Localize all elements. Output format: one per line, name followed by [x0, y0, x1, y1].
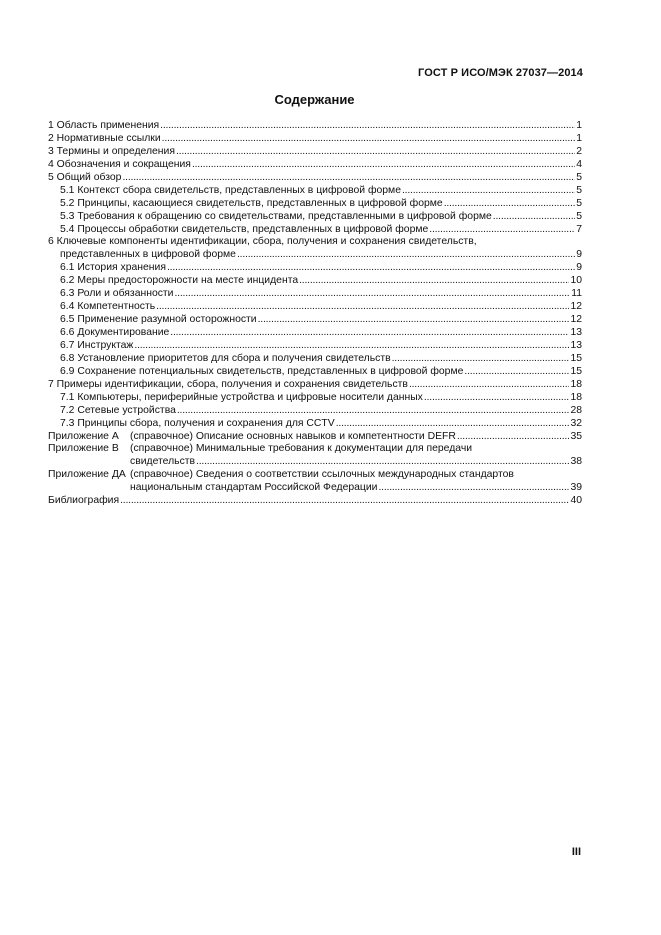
toc-entry-page: 13: [570, 339, 582, 351]
toc-entry-page: 5: [576, 171, 582, 183]
toc-entry-7-2[interactable]: [48, 405, 582, 418]
toc-entry-text: 7 Примеры идентификации, сбора, получения и сохранения свидетельств: [48, 378, 408, 390]
toc-title: Содержание: [274, 92, 355, 107]
leader-dots: [336, 418, 570, 431]
leader-dots: [196, 456, 569, 469]
toc-entry-text: Библиография: [48, 495, 120, 507]
toc-entry-7[interactable]: [48, 379, 582, 392]
toc-entry-text: 6.2 Меры предосторожности на месте инцидента: [60, 275, 299, 287]
toc-entry-text: 7.1 Компьютеры, периферийные устройства и цифровые носители данных: [60, 391, 423, 403]
toc-entry-page: 5: [576, 210, 582, 222]
toc-entry-6-3[interactable]: [48, 288, 582, 301]
toc-entry-6-5[interactable]: [48, 314, 582, 327]
leader-dots: [177, 405, 570, 418]
toc-entry-6-7[interactable]: [48, 340, 582, 353]
toc-entry-text: 5.2 Принципы, касающиеся свидетельств, представленных в цифровой форме: [60, 197, 443, 209]
toc-entry-page: 18: [570, 391, 582, 403]
toc-entry-5[interactable]: [48, 172, 582, 185]
toc-entry-6-6[interactable]: [48, 327, 582, 340]
toc-entry-text: 5.3 Требования к обращению со свидетельствами, представленными в цифровой форме: [60, 210, 492, 222]
leader-dots: [493, 211, 575, 224]
toc-entry-page: 9: [576, 262, 582, 274]
leader-dots: [134, 340, 569, 353]
leader-dots: [392, 353, 570, 366]
toc-entry-text: 3 Термины и определения: [48, 145, 175, 157]
toc-entry-page: 28: [570, 404, 582, 416]
page-number: III: [571, 846, 581, 858]
toc-entry-appendix-da-continuation[interactable]: [48, 482, 582, 495]
leader-dots: [457, 431, 570, 444]
toc-entry-text-continued: национальным стандартам Российской Федерации: [130, 482, 378, 494]
toc-entry-page: 12: [570, 301, 582, 313]
toc-entry-6-2[interactable]: [48, 275, 582, 288]
leader-dots: [409, 379, 570, 392]
toc-entry-appendix-b[interactable]: [48, 443, 582, 456]
toc-entry-page: 18: [570, 378, 582, 390]
leader-dots: [258, 314, 570, 327]
appendix-label: Приложение В: [48, 443, 119, 455]
toc-entry-6-continuation[interactable]: [48, 249, 582, 262]
toc-entry-6-1[interactable]: [48, 262, 582, 275]
toc-entry-6[interactable]: [48, 236, 582, 249]
toc-entry-text: 5 Общий обзор: [48, 171, 122, 183]
leader-dots: [429, 224, 575, 237]
toc-entry-page: 12: [570, 314, 582, 326]
leader-dots: [162, 133, 576, 146]
toc-entry-page: 15: [570, 365, 582, 377]
document-code: ГОСТ Р ИСО/МЭК 27037—2014: [418, 67, 583, 79]
toc-entry-text: 7.3 Принципы сбора, получения и сохранения для CCTV: [60, 417, 335, 429]
toc-entry-page: 2: [576, 145, 582, 157]
toc-entry-page: 38: [570, 456, 582, 468]
leader-dots: [156, 301, 569, 314]
leader-dots: [167, 262, 575, 275]
toc-entry-page: 9: [576, 249, 582, 261]
toc-entry-text: (справочное) Минимальные требования к документации для передачи: [130, 443, 473, 455]
toc-entry-page: 4: [576, 158, 582, 170]
toc-entry-page: 35: [570, 430, 582, 442]
toc-entry-text: 6.3 Роли и обязанности: [60, 288, 174, 300]
leader-dots: [160, 120, 575, 133]
toc-entry-text: 6.4 Компетентность: [60, 301, 156, 313]
appendix-label: Приложение ДА: [48, 469, 126, 481]
toc-entry-6-8[interactable]: [48, 353, 582, 366]
toc-entry-3[interactable]: [48, 146, 582, 159]
toc-entry-text: 6.1 История хранения: [60, 262, 166, 274]
toc-entry-6-4[interactable]: [48, 301, 582, 314]
toc-entry-text: 5.4 Процессы обработки свидетельств, представленных в цифровой форме: [60, 223, 429, 235]
toc-entry-page: 5: [576, 184, 582, 196]
toc-entry-5-3[interactable]: [48, 211, 582, 224]
toc-entry-page: 11: [571, 288, 582, 300]
toc-entry-text: 5.1 Контекст сбора свидетельств, представленных в цифровой форме: [60, 184, 401, 196]
toc-entry-text-continued: представленных в цифровой форме: [60, 249, 236, 261]
toc-entry-2[interactable]: [48, 133, 582, 146]
leader-dots: [464, 366, 569, 379]
toc-entry-text: 4 Обозначения и сокращения: [48, 158, 191, 170]
leader-dots: [120, 495, 569, 508]
toc-entry-page: 13: [570, 327, 582, 338]
toc-entry-text: 7.2 Сетевые устройства: [60, 404, 176, 416]
toc-entry-page: 40: [570, 495, 582, 507]
leader-dots: [170, 327, 569, 340]
toc-entry-text: 6 Ключевые компоненты идентификации, сбора, получения и сохранения свидетельств,: [48, 236, 477, 248]
leader-dots: [444, 198, 576, 211]
toc-entry-text: 6.9 Сохранение потенциальных свидетельств, представленных в цифровой форме: [60, 365, 464, 377]
leader-dots: [175, 288, 571, 301]
table-of-contents: [48, 120, 582, 508]
leader-dots: [237, 249, 575, 262]
toc-entry-1[interactable]: [48, 120, 582, 133]
toc-entry-text: 6.7 Инструктаж: [60, 339, 134, 351]
toc-entry-text: 2 Нормативные ссылки: [48, 132, 161, 144]
toc-entry-5-2[interactable]: [48, 198, 582, 211]
toc-entry-page: 10: [570, 275, 582, 287]
toc-entry-appendix-da[interactable]: [48, 469, 582, 482]
appendix-label: Приложение А: [48, 430, 119, 442]
toc-entry-page: 1: [576, 120, 582, 131]
toc-entry-4[interactable]: [48, 159, 582, 172]
toc-entry-5-1[interactable]: [48, 185, 582, 198]
leader-dots: [424, 392, 570, 405]
leader-dots: [378, 482, 569, 495]
toc-entry-text: 6.8 Установление приоритетов для сбора и получения свидетельств: [60, 352, 391, 364]
toc-entry-bibliography[interactable]: [48, 495, 582, 508]
leader-dots: [176, 146, 575, 159]
toc-entry-6-9[interactable]: [48, 366, 582, 379]
toc-entry-appendix-a[interactable]: [48, 431, 582, 444]
toc-entry-7-1[interactable]: [48, 392, 582, 405]
leader-dots: [122, 172, 575, 185]
leader-dots: [402, 185, 575, 198]
toc-entry-page: 15: [570, 352, 582, 364]
toc-entry-page: 32: [570, 417, 582, 429]
leader-dots: [299, 275, 569, 288]
toc-entry-text-continued: свидетельств: [130, 456, 196, 468]
toc-entry-text: 6.6 Документирование: [60, 327, 170, 338]
toc-entry-text: 6.5 Применение разумной осторожности: [60, 314, 257, 326]
toc-entry-7-3[interactable]: [48, 418, 582, 431]
toc-entry-page: 5: [576, 197, 582, 209]
toc-entry-5-4[interactable]: [48, 224, 582, 237]
toc-entry-page: 1: [576, 132, 582, 144]
toc-entry-appendix-b-continuation[interactable]: [48, 456, 582, 469]
toc-entry-page: 7: [576, 223, 582, 235]
toc-entry-text: (справочное) Описание основных навыков и компетентности DEFR: [130, 430, 456, 442]
toc-entry-page: 39: [570, 482, 582, 494]
leader-dots: [192, 159, 575, 172]
toc-entry-text: (справочное) Сведения о соответствии ссылочных международных стандартов: [130, 469, 514, 481]
toc-entry-text: 1 Область применения: [48, 120, 160, 131]
